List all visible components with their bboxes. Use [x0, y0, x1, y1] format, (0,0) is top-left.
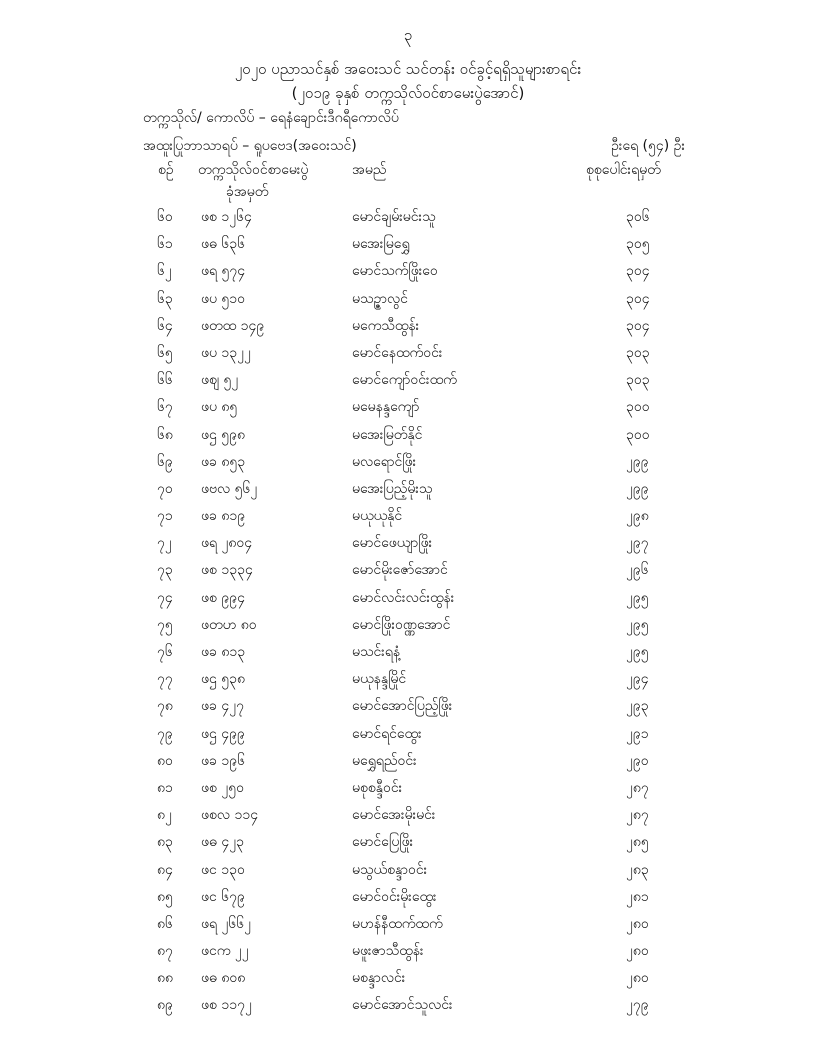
- table-row: [0, 721, 816, 748]
- row-name: မဟန်နီထက်ထက်: [352, 915, 443, 932]
- row-number: ၈၆: [157, 915, 173, 932]
- row-marks: ၂၈၅: [626, 834, 649, 851]
- row-number: ၇၈: [157, 698, 173, 715]
- table-row: [0, 422, 816, 449]
- row-roll-number: ဖပ ၈၅: [201, 399, 238, 416]
- row-name: မရွှေရည်ဝင်း: [352, 752, 417, 769]
- row-marks: ၂၉၅: [626, 644, 649, 660]
- row-number: ၈၇: [157, 943, 173, 960]
- table-row: [0, 530, 816, 557]
- row-name: မောင်ကျော်ဝင်းထက်: [352, 372, 457, 389]
- row-roll-number: ဖရ ၅၇၄: [201, 263, 246, 280]
- row-roll-number: ဖရ ၂၆၆၂: [201, 915, 251, 932]
- row-marks: ၂၉၄: [626, 671, 649, 688]
- row-marks: ၂၉၅: [626, 616, 649, 633]
- row-roll-number: ဖစ ၁၁၇၂: [201, 997, 252, 1014]
- row-marks: ၃၀၀: [626, 426, 650, 443]
- row-name: မောင်သက်ဖြိုးဝေ: [352, 263, 438, 280]
- row-marks: ၃၀၄: [626, 263, 650, 280]
- row-roll-number: ဖစ ၁၂၆၄: [201, 209, 252, 225]
- row-name: မကေသီထွန်း: [352, 317, 420, 334]
- row-number: ၈၂: [157, 807, 172, 824]
- row-name: မစုစန္ဒီဝင်း: [352, 779, 403, 796]
- row-marks: ၃၀၅: [626, 236, 650, 253]
- row-marks: ၂၉၆: [626, 562, 649, 579]
- header-roll-line1: တက္ကသိုလ်ဝင်စာမေးပွဲ: [198, 162, 309, 178]
- table-row: [0, 585, 816, 612]
- table-row: [0, 911, 816, 938]
- document-title: ၂၀၂၀ ပညာသင်နှစ် အဝေးသင် သင်တန်း ဝင်ခွင့်ရရှိသူများစာရင်း: [234, 60, 582, 78]
- row-number: ၆၅: [157, 344, 173, 361]
- row-name: မအေးမြတ်နိုင်: [352, 426, 423, 443]
- row-name: မောင်အေးမိုးမင်း: [352, 807, 436, 824]
- header-no: စဉ်: [158, 162, 174, 178]
- table-row: [0, 286, 816, 313]
- row-number: ၇၁: [157, 508, 173, 525]
- row-number: ၆၈: [157, 426, 173, 443]
- row-roll-number: ဖဌ ၅၃၈: [201, 671, 245, 688]
- page-number: ၃: [403, 26, 413, 44]
- table-row: [0, 394, 816, 421]
- row-marks: ၂၉၁: [626, 725, 649, 742]
- row-roll-number: ဖဗလ ၅၆၂: [201, 480, 258, 497]
- row-name: မယုနန္ဒမြိုင်: [352, 671, 407, 688]
- row-name: မယုယုနိုင်: [352, 508, 403, 525]
- row-roll-number: ဖရ ၂၈၀၄: [201, 535, 253, 552]
- row-number: ၇၆: [157, 644, 173, 660]
- row-marks: ၂၉၉: [626, 480, 649, 497]
- row-name: မအေးမြရွှေ: [352, 236, 410, 253]
- row-name: မစန္ဒာလင်း: [352, 970, 406, 987]
- row-marks: ၃၀၃: [626, 344, 650, 361]
- row-marks: ၂၉၇: [626, 535, 649, 552]
- row-roll-number: ဖခ ၈၁၃: [201, 644, 246, 660]
- table-row: [0, 802, 816, 829]
- row-number: ၆၄: [157, 317, 173, 334]
- document-subtitle: (၂၀၁၉ ခုနှစ် တက္ကသိုလ်ဝင်စာမေးပွဲအောင်): [291, 84, 525, 102]
- row-marks: ၂၈၇: [626, 807, 649, 824]
- table-row: [0, 258, 816, 285]
- university-line: တက္ကသိုလ်/ ကောလိပ် – ရေနံချောင်းဒီဂရီကောလိပ်: [143, 110, 399, 126]
- row-roll-number: ဖစ ၁၃၃၄: [201, 562, 253, 579]
- row-number: ၇၃: [157, 562, 173, 579]
- table-row: [0, 938, 816, 965]
- row-marks: ၂၉၅: [626, 589, 649, 606]
- table-row: [0, 612, 816, 639]
- row-name: မမေနန္ဒကျော်: [352, 399, 420, 416]
- row-marks: ၂၉၃: [626, 698, 649, 715]
- row-marks: ၂၈၃: [626, 861, 649, 878]
- row-name: မောင်ချမ်းမင်းသူ: [352, 209, 436, 225]
- row-name: မောင်ရင်ထွေး: [352, 725, 422, 742]
- row-marks: ၃၀၄: [626, 290, 650, 307]
- row-marks: ၃၀၄: [626, 317, 650, 334]
- row-roll-number: ဖပ ၅၁၀: [201, 290, 246, 307]
- subject-line: အထူးပြုဘာသာရပ် – ရူပဗေဒ(အဝေးသင်): [143, 138, 357, 154]
- row-number: ၇၅: [157, 616, 173, 633]
- row-name: မောင်ဖေယျာဖြိုး: [352, 535, 433, 552]
- table-row: [0, 639, 816, 666]
- table-row: [0, 503, 816, 530]
- row-roll-number: ဖတထ ၁၄၉: [201, 317, 265, 334]
- row-number: ၇၇: [157, 671, 173, 688]
- row-marks: ၂၈၀: [626, 970, 649, 987]
- row-roll-number: ဖင ၁၃၀: [201, 861, 245, 878]
- table-row: [0, 367, 816, 394]
- row-number: ၇၉: [157, 725, 173, 742]
- table-row: [0, 204, 816, 231]
- row-roll-number: ဖခ ၁၉၆: [201, 752, 245, 769]
- row-roll-number: ဖစျ ၅၂: [201, 372, 239, 389]
- row-name: မောင်ပြေဖြိုး: [352, 834, 414, 851]
- row-name: မောင်နေထက်ဝင်း: [352, 344, 443, 361]
- row-number: ၈၃: [157, 834, 173, 851]
- header-name: အမည်: [352, 162, 387, 178]
- row-marks: ၂၈၀: [626, 915, 649, 932]
- row-number: ၆၃: [157, 290, 173, 307]
- table-row: [0, 748, 816, 775]
- row-roll-number: ဖဓ ၈၀၈: [201, 970, 246, 987]
- table-row: [0, 231, 816, 258]
- row-number: ၈၀: [157, 752, 173, 769]
- row-name: မဖူးဇာသီထွန်း: [352, 943, 424, 960]
- row-roll-number: ဖင ၆၇၉: [201, 888, 245, 905]
- table-row: [0, 992, 816, 1019]
- row-number: ၈၈: [157, 970, 173, 987]
- row-roll-number: ဖဌ ၄၉၉: [201, 725, 245, 742]
- table-row: [0, 313, 816, 340]
- row-marks: ၃၀၃: [626, 372, 650, 389]
- row-roll-number: ဖဌ ၅၉၈: [201, 426, 245, 443]
- header-roll-line2: ခုံအမှတ်: [226, 184, 269, 200]
- row-name: မောင်ဖြိုးဝဏ္ဏအောင်: [352, 616, 451, 633]
- row-roll-number: ဖစ ၂၅၀: [201, 779, 244, 796]
- row-roll-number: ဖစလ ၁၁၄: [201, 807, 259, 824]
- table-row: [0, 476, 816, 503]
- row-name: မောင်ဝင်းမိုးထွေး: [352, 888, 437, 905]
- row-name: မအေးပြည့်မိုးသူ: [352, 480, 433, 497]
- row-roll-number: ဖတဟ ၈၀: [201, 616, 257, 633]
- row-number: ၆၁: [157, 236, 173, 253]
- row-marks: ၂၈၁: [626, 888, 649, 905]
- row-number: ၆၇: [157, 399, 173, 416]
- row-name: မောင်မိုးဇော်အောင်: [352, 562, 448, 579]
- row-number: ၆၆: [157, 372, 173, 389]
- row-roll-number: ဖခ ၈၅၃: [201, 453, 246, 470]
- row-marks: ၃၀၀: [626, 399, 650, 416]
- row-roll-number: ဖဓ ၆၃၆: [201, 236, 245, 253]
- header-marks: စုစုပေါင်းရမှတ်: [586, 162, 661, 178]
- row-number: ၈၉: [157, 997, 173, 1014]
- row-roll-number: ဖဓ ၄၂၃: [201, 834, 244, 851]
- table-row: [0, 965, 816, 992]
- table-row: [0, 449, 816, 476]
- row-marks: ၂၉၈: [626, 508, 649, 525]
- row-name: မသွယ်စန္ဒာဝင်း: [352, 861, 428, 878]
- table-row: [0, 884, 816, 911]
- table-row: [0, 340, 816, 367]
- row-number: ၇၀: [157, 480, 173, 497]
- row-roll-number: ဖခ ၈၁၉: [201, 508, 246, 525]
- row-number: ၈၁: [157, 779, 173, 796]
- row-marks: ၂၉၉: [626, 453, 649, 470]
- row-number: ၈၄: [157, 861, 173, 878]
- row-name: မောင်လင်းလင်းထွန်း: [352, 589, 455, 606]
- results-list: [0, 204, 816, 1020]
- row-roll-number: ဖပ ၁၃၂၂: [201, 344, 251, 361]
- row-number: ၆၉: [157, 453, 173, 470]
- row-name: မလရောင်ဖြိုး: [352, 453, 417, 470]
- row-roll-number: ဖစ ၉၉၄: [201, 589, 245, 606]
- table-row: [0, 666, 816, 693]
- table-row: [0, 829, 816, 856]
- row-number: ၆၀: [157, 209, 173, 225]
- row-marks: ၂၇၉: [626, 997, 649, 1014]
- row-number: ၆၂: [157, 263, 172, 280]
- table-row: [0, 557, 816, 584]
- row-name: မသဉ္ဇာလွင်: [352, 290, 408, 307]
- row-roll-number: ဖငက ၂၂: [201, 943, 249, 960]
- table-row: [0, 693, 816, 720]
- table-row: [0, 857, 816, 884]
- row-marks: ၂၈၀: [626, 943, 649, 960]
- row-number: ၈၅: [157, 888, 173, 905]
- row-marks: ၃၀၆: [626, 209, 650, 225]
- row-roll-number: ဖခ ၄၂၇: [201, 698, 244, 715]
- row-name: မောင်အောင်ပြည့်ဖြိုး: [352, 698, 453, 715]
- row-name: မောင်အောင်သူလင်း: [352, 997, 453, 1014]
- row-name: မသင်းရနံ့: [352, 644, 401, 660]
- table-row: [0, 775, 816, 802]
- row-marks: ၂၈၇: [626, 779, 649, 796]
- quota-line: ဦးရေ (၅၄) ဦး: [611, 138, 685, 154]
- row-number: ၇၄: [157, 589, 173, 606]
- row-number: ၇၂: [157, 535, 172, 552]
- row-marks: ၂၉၀: [626, 752, 649, 769]
